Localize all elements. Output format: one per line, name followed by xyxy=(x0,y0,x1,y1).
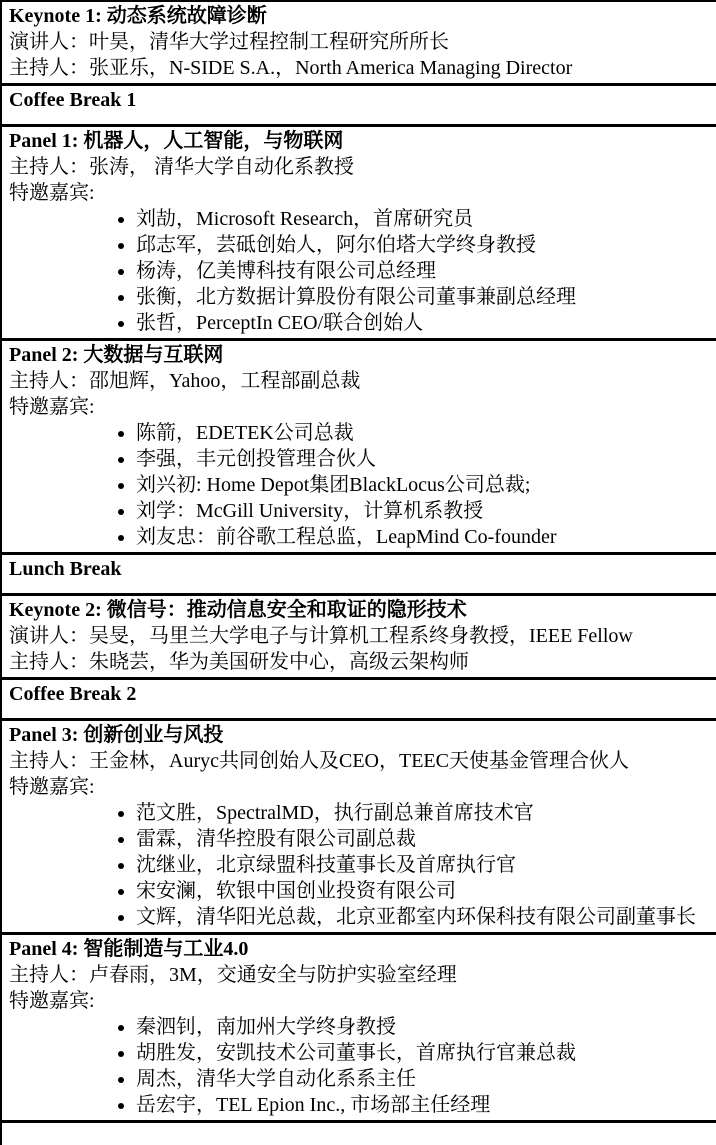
session-title: Keynote 1: 动态系统故障诊断 xyxy=(9,5,267,27)
schedule-row-panel-3 xyxy=(2,341,716,555)
guest-item: • 张哲，PerceptIn CEO/联合创始人 xyxy=(136,310,710,336)
guest-item: • 刘兴初: Home Depot集团BlackLocus公司总裁; xyxy=(136,472,710,498)
schedule-rows xyxy=(2,2,716,1123)
guest-item: • 宋安澜，软银中国创业投资有限公司 xyxy=(136,878,710,904)
session-title: Panel 1: 机器人，人工智能，与物联网 xyxy=(9,130,344,152)
guest-item: • 陈箭，EDETEK公司总裁 xyxy=(136,420,710,446)
guests-label: 特邀嘉宾: xyxy=(9,396,95,418)
host-line: 主持人：朱晓芸，华为美国研发中心，高级云架构师 xyxy=(9,651,469,673)
host-line: 主持人：邵旭辉，Yahoo，工程部副总裁 xyxy=(9,370,361,392)
guests-label: 特邀嘉宾: xyxy=(9,182,95,204)
guest-item: • 邱志军，芸砥创始人，阿尔伯塔大学终身教授 xyxy=(136,232,710,258)
session-title: Panel 4: 智能制造与工业4.0 xyxy=(9,938,249,960)
guests-label: 特邀嘉宾: xyxy=(9,990,95,1012)
guest-item: • 胡胜发，安凯技术公司董事长，首席执行官兼总裁 xyxy=(136,1040,710,1066)
break-title: Coffee Break 1 xyxy=(9,89,137,111)
break-title: Coffee Break 2 xyxy=(9,683,137,705)
guest-item: • 周杰，清华大学自动化系系主任 xyxy=(136,1066,710,1092)
guest-item: • 范文胜，SpectralMD，执行副总兼首席技术官 xyxy=(136,800,710,826)
session-title: Keynote 2: 微信号：推动信息安全和取证的隐形技术 xyxy=(9,599,467,621)
guests-label: 特邀嘉宾: xyxy=(9,776,95,798)
speaker-line: 演讲人：叶昊，清华大学过程控制工程研究所所长 xyxy=(9,31,449,53)
guest-item: • 张衡，北方数据计算股份有限公司董事兼副总经理 xyxy=(136,284,710,310)
schedule-row-keynote-5 xyxy=(2,596,716,680)
host-line: 主持人：王金林，Auryc共同创始人及CEO，TEEC天使基金管理合伙人 xyxy=(9,750,629,772)
guest-item: • 文辉，清华阳光总裁，北京亚都室内环保科技有限公司副董事长 xyxy=(136,904,710,930)
break-title: Lunch Break xyxy=(9,558,122,580)
guest-item: • 秦泗钊，南加州大学终身教授 xyxy=(136,1014,710,1040)
guest-item: • 刘劼，Microsoft Research，首席研究员 xyxy=(136,206,710,232)
session-title: Panel 3: 创新创业与风投 xyxy=(9,724,224,746)
guest-list xyxy=(9,1014,710,1118)
schedule-row-break-4 xyxy=(2,555,716,596)
guest-list xyxy=(9,206,710,336)
speaker-line: 演讲人：吴旻，马里兰大学电子与计算机工程系终身教授，IEEE Fellow xyxy=(9,625,633,647)
schedule-row-keynote-0 xyxy=(2,2,716,86)
host-line: 主持人：卢春雨，3M，交通安全与防护实验室经理 xyxy=(9,964,457,986)
guest-item: • 岳宏宇，TEL Epion Inc., 市场部主任经理 xyxy=(136,1092,710,1118)
guest-item: • 杨涛，亿美博科技有限公司总经理 xyxy=(136,258,710,284)
schedule-row-break-1 xyxy=(2,86,716,127)
guest-item: • 李强，丰元创投管理合伙人 xyxy=(136,446,710,472)
guest-item: • 沈继业，北京绿盟科技董事长及首席执行官 xyxy=(136,852,710,878)
guest-item: • 刘学：McGill University，计算机系教授 xyxy=(136,498,710,524)
host-line: 主持人：张涛， 清华大学自动化系教授 xyxy=(9,156,354,178)
schedule-row-break-6 xyxy=(2,680,716,721)
guest-list xyxy=(9,800,710,930)
guest-item: • 雷霖，清华控股有限公司副总裁 xyxy=(136,826,710,852)
guest-list xyxy=(9,420,710,550)
session-title: Panel 2: 大数据与互联网 xyxy=(9,344,224,366)
schedule-row-panel-8 xyxy=(2,935,716,1123)
guest-item: • 刘友忠：前谷歌工程总监，LeapMind Co-founder xyxy=(136,524,710,550)
schedule-row-panel-2 xyxy=(2,127,716,341)
schedule-row-panel-7 xyxy=(2,721,716,935)
host-line: 主持人：张亚乐，N-SIDE S.A.，North America Managing Director xyxy=(9,57,573,79)
